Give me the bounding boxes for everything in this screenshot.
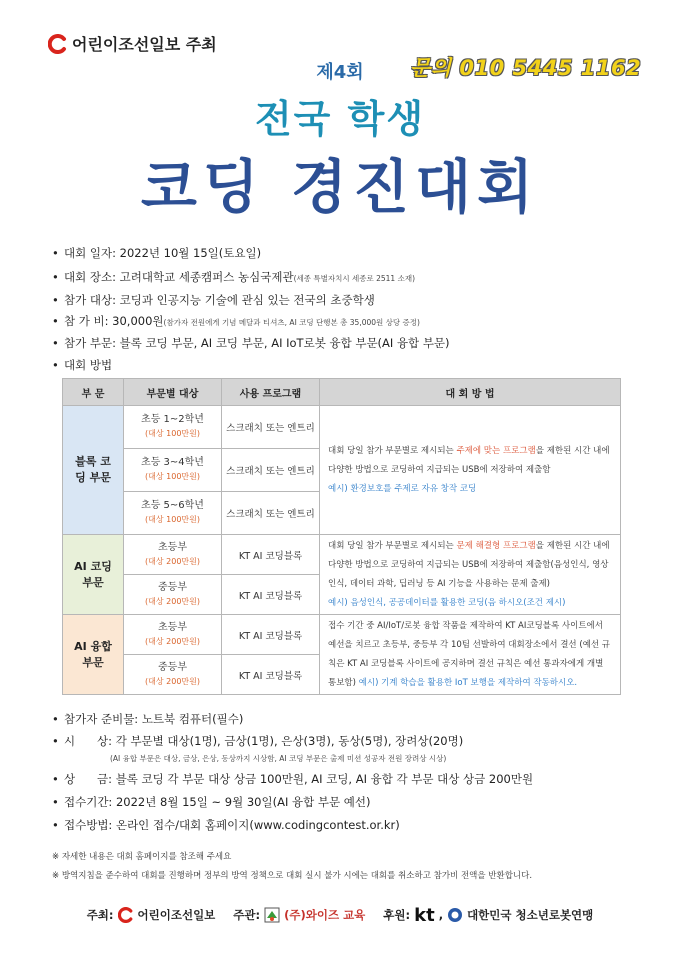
table-header-row: [63, 379, 621, 406]
robot-federation-logo-icon: [447, 907, 463, 923]
info-supplies: • 참가자 준비물: 노트북 컴퓨터(필수): [52, 712, 244, 726]
competition-table: [62, 378, 621, 695]
section-fusion: AI 융합 부문: [63, 615, 124, 695]
info-fee: • 참 가 비: 30,000원(참가자 전원에게 기념 메달과 티셔츠, AI 코딩 단행본 총 35,000원 상당 증정): [52, 314, 420, 328]
host-brand: [48, 32, 217, 55]
program-cell: KT AI 코딩블록: [222, 575, 320, 615]
method-ai: 대회 당일 참가 부문별로 제시되는 문제 해결형 프로그램을 제한된 시간 내에 다양한 방법으로 코딩하여 지급되는 USB에 저장하여 제출함(음성인식, 영상인식, 데이터 과학, 딥러닝 등 AI 기능을 사용하는 문제 출제) 예시) 음성인식, 공공데이터를 활용한 코딩(음 하시오(조건 제시): [320, 535, 621, 615]
contact-phone: 문의 010 5445 1162: [410, 56, 642, 80]
chosun-logo-icon: [48, 34, 68, 54]
program-cell: 스크래치 또는 엔트리: [222, 492, 320, 535]
target-cell: 초등 1~2학년 (대상 100만원): [124, 406, 222, 449]
title-line2: 코딩 경진대회: [140, 153, 540, 221]
table-row: [63, 615, 621, 655]
info-venue: • 대회 장소: 고려대학교 세종캠퍼스 농심국제관(세종 특별자치시 세종로 2511 소재): [52, 270, 415, 284]
target-cell: 초등부 (대상 200만원): [124, 615, 222, 655]
program-cell: KT AI 코딩블록: [222, 535, 320, 575]
info-method-heading: • 대회 방법: [52, 358, 113, 372]
info-awards-note: (AI 융합 부문은 대상, 금상, 은상, 동상까지 시상함, AI 코딩 부문은 출제 미션 성공자 전원 장려상 시상): [110, 754, 447, 763]
program-cell: KT AI 코딩블록: [222, 655, 320, 695]
target-cell: 중등부 (대상 200만원): [124, 575, 222, 615]
info-categories: • 참가 부문: 블록 코딩 부문, AI 코딩 부문, AI IoT로봇 융합 부문(AI 융합 부문): [52, 336, 450, 350]
header-method: 대 회 방 법: [320, 379, 621, 406]
target-cell: 초등 3~4학년 (대상 100만원): [124, 449, 222, 492]
note-website: ※ 자세한 내용은 대회 홈페이지를 참조해 주세요: [52, 852, 232, 862]
info-application-period: • 접수기간: 2022년 8월 15일 ~ 9월 30일(AI 융합 부문 예선): [52, 795, 371, 809]
header-category: 부 문: [63, 379, 124, 406]
section-ai: AI 코딩 부문: [63, 535, 124, 615]
info-eligibility: • 참가 대상: 코딩과 인공지능 기술에 관심 있는 전국의 초중학생: [52, 293, 375, 307]
method-fusion: 접수 기간 중 AI/IoT/로봇 융합 작품을 제작하여 KT AI코딩블록 사이트에서 예선을 치르고 초등부, 중등부 각 10팀 선발하여 대회장소에서 결선 (예선 규칙은 KT AI 코딩블록 사이트에 공지하며 결선 규칙은 예선 통과자에게 개별 통보함) 예시) 기계 학습을 활용한 IoT 보행을 제작하여 작동하시오.: [320, 615, 621, 695]
chosun-logo-icon: [118, 907, 134, 923]
brand-text: 어린이조선일보 주최: [72, 35, 217, 54]
footer-organizer: 주관: (주)와이즈 교육: [233, 908, 366, 922]
target-cell: 중등부 (대상 200만원): [124, 655, 222, 695]
method-block: 대회 당일 참가 부문별로 제시되는 주제에 맞는 프로그램을 제한된 시간 내에 다양한 방법으로 코딩하여 지급되는 USB에 저장하여 제출함 예시) 환경보호를 주제로 자유 창작 코딩: [320, 406, 621, 535]
program-cell: KT AI 코딩블록: [222, 615, 320, 655]
note-quarantine: ※ 방역지침을 준수하여 대회를 진행하며 정부의 방역 정책으로 대회 실시 불가 시에는 대회를 취소하고 참가비 전액을 반환합니다.: [52, 871, 533, 881]
program-cell: 스크래치 또는 엔트리: [222, 406, 320, 449]
kt-logo: kt: [414, 904, 435, 926]
title-line1: 전국 학생: [254, 97, 426, 141]
header-program: 사용 프로그램: [222, 379, 320, 406]
footer-host: 주최: 어린이조선일보: [86, 908, 216, 922]
wise-education-logo-icon: [264, 907, 280, 923]
target-cell: 초등부 (대상 200만원): [124, 535, 222, 575]
info-awards: • 시 상: 각 부문별 대상(1명), 금상(1명), 은상(3명), 동상(5명), 장려상(20명): [52, 734, 464, 748]
info-application-method: • 접수방법: 온라인 접수/대회 홈페이지(www.codingcontest.or.kr): [52, 818, 400, 832]
header-target: 부문별 대상: [124, 379, 222, 406]
table-row: [63, 406, 621, 449]
target-cell: 초등 5~6학년 (대상 100만원): [124, 492, 222, 535]
info-date: • 대회 일자: 2022년 10월 15일(토요일): [52, 246, 262, 260]
info-prize-money: • 상 금: 블록 코딩 각 부문 대상 상금 100만원, AI 코딩, AI 융합 각 부문 대상 상금 200만원: [52, 772, 534, 786]
table-row: [63, 535, 621, 575]
edition-label: 제4회: [316, 62, 364, 83]
section-block: 블록 코딩 부문: [63, 406, 124, 535]
program-cell: 스크래치 또는 엔트리: [222, 449, 320, 492]
footer-sponsor: 후원: kt , 대한민국 청소년로봇연맹: [383, 904, 594, 926]
footer: [0, 900, 680, 930]
